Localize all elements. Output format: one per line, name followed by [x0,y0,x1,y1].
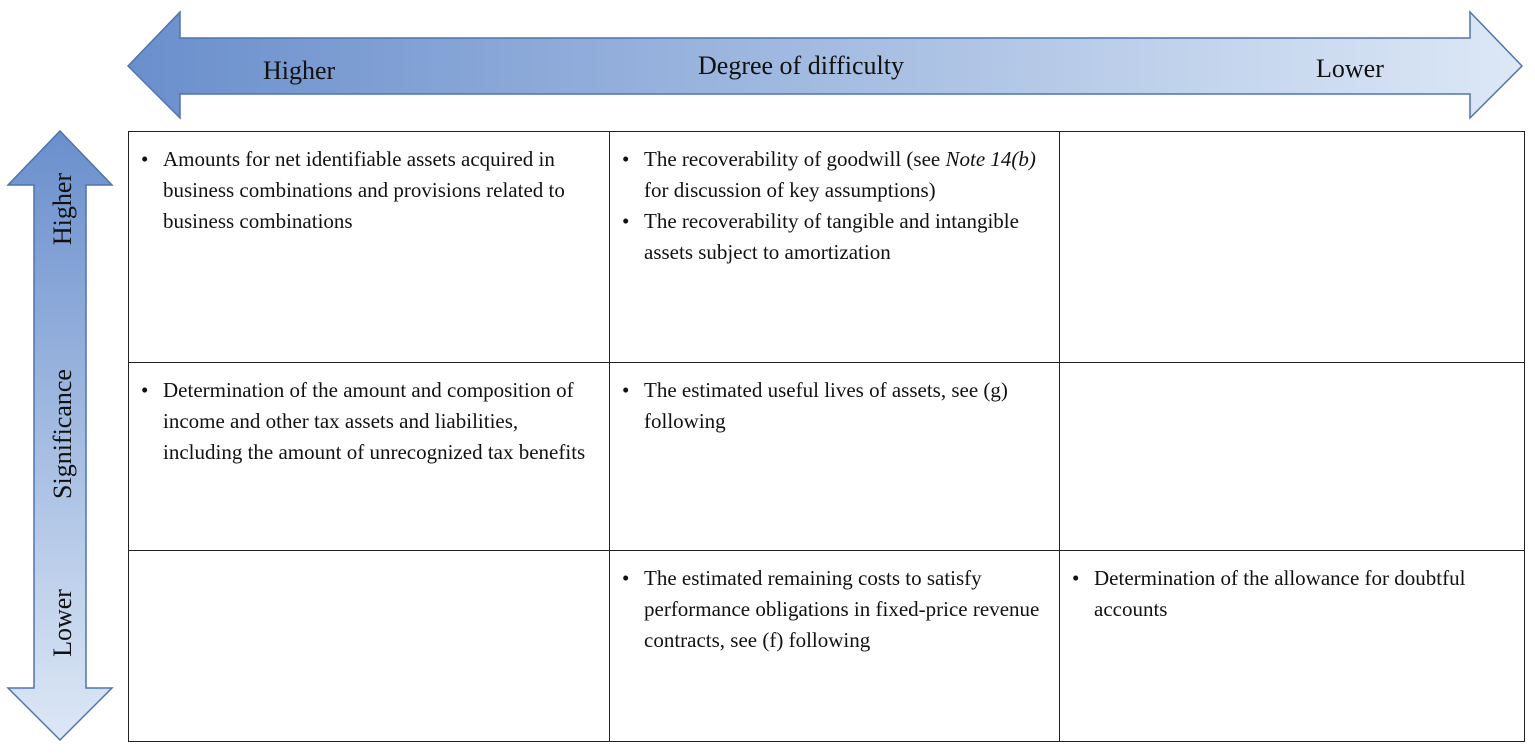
note-reference: Note 14(b) [945,147,1036,171]
cell-low-sig-mid-diff [610,551,1060,742]
difficulty-axis-title: Degree of difficulty [698,51,904,80]
significance-lower-label: Lower [48,589,77,657]
matrix-bullet: • Determination of the amount and composition of income and other tax assets and liabilities, including the amount of unrecognized tax benefits [139,375,595,468]
cell-high-sig-low-diff [1060,132,1525,363]
difficulty-higher-label: Higher [263,56,336,85]
matrix-bullet: • The recoverability of tangible and intangible assets subject to amortization [620,206,1045,268]
cell-mid-sig-low-diff [1060,363,1525,551]
matrix-bullet: • Determination of the allowance for doubtful accounts [1070,563,1510,625]
matrix-row-mid-significance [129,363,1525,551]
significance-axis-title: Significance [48,369,77,499]
estimate-matrix [128,131,1525,742]
matrix-row-low-significance [129,551,1525,742]
matrix-bullet: • The estimated remaining costs to satisfy performance obligations in fixed-price revenue contracts, see (f) following [620,563,1045,656]
bullet-text: The recoverability of goodwill (see [644,147,946,171]
cell-high-sig-high-diff [129,132,610,363]
matrix-bullet: • The estimated useful lives of assets, see (g) following [620,375,1045,437]
cell-mid-sig-high-diff [129,363,610,551]
difficulty-lower-label: Lower [1316,54,1384,83]
cell-high-sig-mid-diff [610,132,1060,363]
cell-mid-sig-mid-diff [610,363,1060,551]
matrix-row-high-significance [129,132,1525,363]
cell-low-sig-high-diff [129,551,610,742]
significance-higher-label: Higher [48,172,77,246]
cell-low-sig-low-diff [1060,551,1525,742]
matrix-bullet: • Amounts for net identifiable assets acquired in business combinations and provisions related to business combinations [139,144,595,237]
bullet-text: for discussion of key assumptions) [644,178,936,202]
matrix-bullet [620,144,1045,206]
